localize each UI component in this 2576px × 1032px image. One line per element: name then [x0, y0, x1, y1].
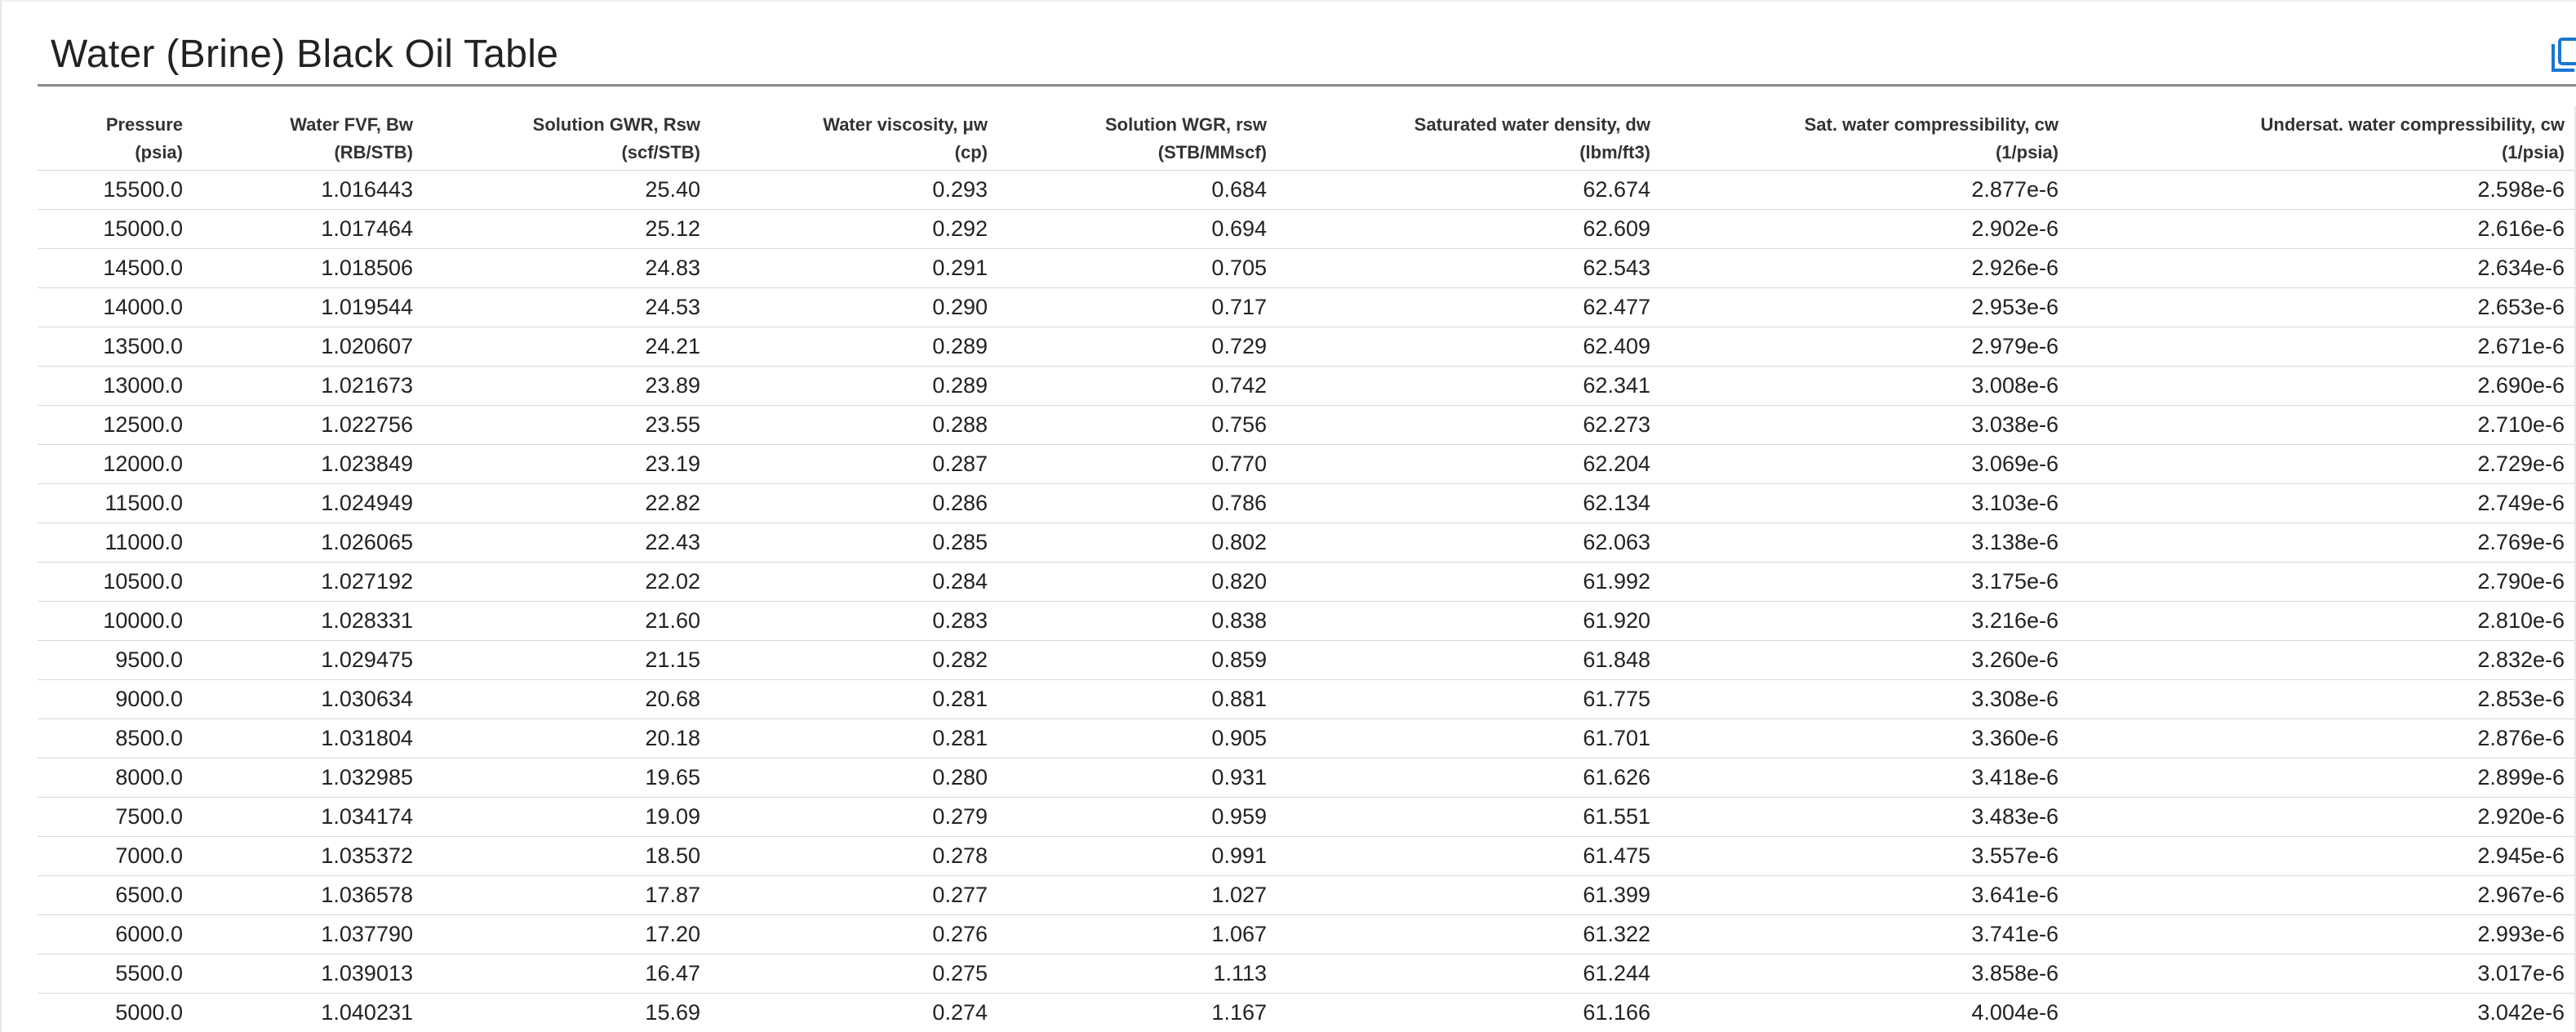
table-cell: 2.634e-6 [2070, 249, 2576, 288]
table-row [38, 288, 2576, 327]
table-cell: 3.216e-6 [1662, 602, 2070, 641]
table-cell: 23.55 [424, 406, 712, 445]
table-cell: 3.483e-6 [1662, 798, 2070, 837]
table-cell: 3.008e-6 [1662, 367, 2070, 406]
column-header [38, 106, 194, 171]
table-cell: 0.291 [712, 249, 999, 288]
table-cell: 15500.0 [38, 171, 194, 210]
table-cell: 62.409 [1278, 327, 1662, 367]
table-cell: 1.067 [999, 915, 1278, 954]
table-cell: 2.616e-6 [2070, 210, 2576, 249]
column-header [194, 106, 424, 171]
column-header-label: Saturated water density, dw [1414, 114, 1650, 135]
table-cell: 1.031804 [194, 719, 424, 758]
table-cell: 0.292 [712, 210, 999, 249]
table-header [38, 106, 2576, 171]
table-cell: 2.810e-6 [2070, 602, 2576, 641]
table-cell: 0.684 [999, 171, 1278, 210]
table-cell: 20.68 [424, 680, 712, 719]
table-cell: 0.859 [999, 641, 1278, 680]
table-cell: 0.282 [712, 641, 999, 680]
table-cell: 0.770 [999, 445, 1278, 484]
table-cell: 19.65 [424, 758, 712, 798]
table-cell: 17.87 [424, 876, 712, 915]
table-cell: 0.279 [712, 798, 999, 837]
table-cell: 22.02 [424, 563, 712, 602]
left-divider [0, 0, 2, 1032]
table-cell: 3.103e-6 [1662, 484, 2070, 523]
table-cell: 11000.0 [38, 523, 194, 563]
table-cell: 62.477 [1278, 288, 1662, 327]
table-cell: 2.598e-6 [2070, 171, 2576, 210]
table-cell: 14000.0 [38, 288, 194, 327]
table-cell: 2.926e-6 [1662, 249, 2070, 288]
table-cell: 0.802 [999, 523, 1278, 563]
table-cell: 2.653e-6 [2070, 288, 2576, 327]
table-cell: 2.690e-6 [2070, 367, 2576, 406]
table-cell: 2.790e-6 [2070, 563, 2576, 602]
table-cell: 0.742 [999, 367, 1278, 406]
table-cell: 0.289 [712, 327, 999, 367]
column-header-label: Pressure [105, 114, 183, 135]
table-cell: 1.029475 [194, 641, 424, 680]
table-row [38, 484, 2576, 523]
table-cell: 3.418e-6 [1662, 758, 2070, 798]
table-cell: 1.167 [999, 994, 1278, 1032]
table-cell: 0.289 [712, 367, 999, 406]
table-cell: 3.360e-6 [1662, 719, 2070, 758]
table-cell: 2.877e-6 [1662, 171, 2070, 210]
table-cell: 23.89 [424, 367, 712, 406]
table-cell: 1.020607 [194, 327, 424, 367]
table-cell: 1.022756 [194, 406, 424, 445]
black-oil-table-container[interactable] [38, 106, 2576, 1032]
table-cell: 0.729 [999, 327, 1278, 367]
table-cell: 22.43 [424, 523, 712, 563]
table-cell: 1.037790 [194, 915, 424, 954]
table-cell: 15.69 [424, 994, 712, 1032]
table-cell: 61.920 [1278, 602, 1662, 641]
table-cell: 3.069e-6 [1662, 445, 2070, 484]
table-row [38, 602, 2576, 641]
table-cell: 3.138e-6 [1662, 523, 2070, 563]
table-cell: 0.881 [999, 680, 1278, 719]
copy-icon [2547, 64, 2576, 78]
table-row [38, 171, 2576, 210]
table-cell: 0.274 [712, 994, 999, 1032]
table-cell: 12500.0 [38, 406, 194, 445]
table-cell: 1.023849 [194, 445, 424, 484]
column-header [1662, 106, 2070, 171]
table-cell: 62.134 [1278, 484, 1662, 523]
table-cell: 1.030634 [194, 680, 424, 719]
table-cell: 9500.0 [38, 641, 194, 680]
table-cell: 2.953e-6 [1662, 288, 2070, 327]
table-cell: 2.769e-6 [2070, 523, 2576, 563]
column-header-unit: (scf/STB) [621, 142, 700, 162]
card-header [38, 24, 2576, 87]
table-row [38, 680, 2576, 719]
table-cell: 3.175e-6 [1662, 563, 2070, 602]
table-cell: 2.902e-6 [1662, 210, 2070, 249]
table-row [38, 445, 2576, 484]
table-row [38, 523, 2576, 563]
table-cell: 2.945e-6 [2070, 837, 2576, 876]
table-cell: 7500.0 [38, 798, 194, 837]
table-cell: 23.19 [424, 445, 712, 484]
table-cell: 2.899e-6 [2070, 758, 2576, 798]
table-cell: 2.832e-6 [2070, 641, 2576, 680]
column-header [712, 106, 999, 171]
column-header-label: Water FVF, Bw [290, 114, 413, 135]
table-row [38, 406, 2576, 445]
table-cell: 2.853e-6 [2070, 680, 2576, 719]
table-cell: 61.775 [1278, 680, 1662, 719]
table-cell: 0.285 [712, 523, 999, 563]
column-header [999, 106, 1278, 171]
table-cell: 61.322 [1278, 915, 1662, 954]
table-cell: 2.729e-6 [2070, 445, 2576, 484]
table-cell: 0.281 [712, 680, 999, 719]
table-cell: 62.609 [1278, 210, 1662, 249]
table-cell: 25.40 [424, 171, 712, 210]
table-cell: 3.017e-6 [2070, 954, 2576, 994]
table-cell: 3.641e-6 [1662, 876, 2070, 915]
table-cell: 61.244 [1278, 954, 1662, 994]
table-cell: 0.991 [999, 837, 1278, 876]
page-title: Water (Brine) Black Oil Table [51, 33, 559, 76]
column-header-unit: (RB/STB) [334, 142, 413, 162]
table-row [38, 367, 2576, 406]
table-cell: 0.959 [999, 798, 1278, 837]
table-cell: 0.277 [712, 876, 999, 915]
table-cell: 5000.0 [38, 994, 194, 1032]
table-cell: 1.024949 [194, 484, 424, 523]
table-row [38, 210, 2576, 249]
table-cell: 62.341 [1278, 367, 1662, 406]
table-cell: 61.701 [1278, 719, 1662, 758]
table-cell: 61.992 [1278, 563, 1662, 602]
table-cell: 1.113 [999, 954, 1278, 994]
table-cell: 8000.0 [38, 758, 194, 798]
column-header [2070, 106, 2576, 171]
table-row [38, 837, 2576, 876]
table-cell: 0.786 [999, 484, 1278, 523]
table-row [38, 798, 2576, 837]
table-cell: 1.035372 [194, 837, 424, 876]
table-cell: 2.671e-6 [2070, 327, 2576, 367]
table-row [38, 758, 2576, 798]
table-cell: 61.399 [1278, 876, 1662, 915]
column-header-label: Solution GWR, Rsw [532, 114, 700, 135]
table-cell: 0.286 [712, 484, 999, 523]
column-header-unit: (1/psia) [2501, 142, 2565, 162]
table-row [38, 719, 2576, 758]
table-cell: 1.036578 [194, 876, 424, 915]
column-header-unit: (1/psia) [1995, 142, 2059, 162]
table-cell: 2.876e-6 [2070, 719, 2576, 758]
table-cell: 1.019544 [194, 288, 424, 327]
table-cell: 12000.0 [38, 445, 194, 484]
table-cell: 11500.0 [38, 484, 194, 523]
table-row [38, 327, 2576, 367]
table-cell: 16.47 [424, 954, 712, 994]
table-row [38, 249, 2576, 288]
black-oil-table [38, 106, 2576, 1032]
table-cell: 3.741e-6 [1662, 915, 2070, 954]
table-cell: 0.281 [712, 719, 999, 758]
table-cell: 9000.0 [38, 680, 194, 719]
table-cell: 6500.0 [38, 876, 194, 915]
table-cell: 2.749e-6 [2070, 484, 2576, 523]
table-cell: 7000.0 [38, 837, 194, 876]
top-divider [0, 0, 2576, 2]
column-header-unit: (STB/MMscf) [1157, 142, 1267, 162]
table-cell: 62.674 [1278, 171, 1662, 210]
table-cell: 0.288 [712, 406, 999, 445]
table-cell: 2.993e-6 [2070, 915, 2576, 954]
table-cell: 0.278 [712, 837, 999, 876]
column-header [1278, 106, 1662, 171]
table-cell: 62.543 [1278, 249, 1662, 288]
table-cell: 18.50 [424, 837, 712, 876]
table-row [38, 915, 2576, 954]
table-cell: 0.284 [712, 563, 999, 602]
table-cell: 0.276 [712, 915, 999, 954]
column-header-label: Water viscosity, μw [823, 114, 988, 135]
table-cell: 1.034174 [194, 798, 424, 837]
table-cell: 1.027192 [194, 563, 424, 602]
table-cell: 0.694 [999, 210, 1278, 249]
table-cell: 2.967e-6 [2070, 876, 2576, 915]
table-cell: 0.717 [999, 288, 1278, 327]
table-cell: 1.026065 [194, 523, 424, 563]
table-cell: 0.931 [999, 758, 1278, 798]
table-cell: 24.21 [424, 327, 712, 367]
table-cell: 0.280 [712, 758, 999, 798]
table-cell: 1.028331 [194, 602, 424, 641]
table-cell: 1.016443 [194, 171, 424, 210]
table-cell: 21.15 [424, 641, 712, 680]
table-cell: 62.063 [1278, 523, 1662, 563]
table-cell: 5500.0 [38, 954, 194, 994]
table-cell: 1.021673 [194, 367, 424, 406]
table-cell: 61.626 [1278, 758, 1662, 798]
column-header-label: Solution WGR, rsw [1105, 114, 1267, 135]
table-cell: 61.551 [1278, 798, 1662, 837]
table-cell: 0.905 [999, 719, 1278, 758]
table-cell: 0.283 [712, 602, 999, 641]
table-cell: 0.705 [999, 249, 1278, 288]
table-cell: 62.273 [1278, 406, 1662, 445]
table-row [38, 994, 2576, 1032]
table-row [38, 876, 2576, 915]
table-cell: 1.040231 [194, 994, 424, 1032]
table-body [38, 171, 2576, 1032]
table-cell: 61.848 [1278, 641, 1662, 680]
column-header [424, 106, 712, 171]
table-row [38, 641, 2576, 680]
table-cell: 0.290 [712, 288, 999, 327]
table-cell: 3.260e-6 [1662, 641, 2070, 680]
table-cell: 4.004e-6 [1662, 994, 2070, 1032]
column-header-label: Sat. water compressibility, cw [1804, 114, 2059, 135]
table-cell: 8500.0 [38, 719, 194, 758]
table-cell: 3.858e-6 [1662, 954, 2070, 994]
table-cell: 1.032985 [194, 758, 424, 798]
table-cell: 2.920e-6 [2070, 798, 2576, 837]
table-cell: 61.475 [1278, 837, 1662, 876]
table-cell: 24.83 [424, 249, 712, 288]
table-cell: 13500.0 [38, 327, 194, 367]
table-cell: 10500.0 [38, 563, 194, 602]
table-cell: 0.275 [712, 954, 999, 994]
table-cell: 62.204 [1278, 445, 1662, 484]
table-cell: 15000.0 [38, 210, 194, 249]
table-cell: 14500.0 [38, 249, 194, 288]
table-cell: 3.308e-6 [1662, 680, 2070, 719]
table-cell: 0.838 [999, 602, 1278, 641]
table-cell: 3.557e-6 [1662, 837, 2070, 876]
table-cell: 17.20 [424, 915, 712, 954]
table-cell: 0.287 [712, 445, 999, 484]
table-cell: 2.979e-6 [1662, 327, 2070, 367]
table-cell: 3.038e-6 [1662, 406, 2070, 445]
table-cell: 1.027 [999, 876, 1278, 915]
column-header-unit: (lbm/ft3) [1579, 142, 1650, 162]
table-cell: 1.039013 [194, 954, 424, 994]
table-cell: 10000.0 [38, 602, 194, 641]
table-cell: 19.09 [424, 798, 712, 837]
column-header-unit: (psia) [135, 142, 183, 162]
table-row [38, 563, 2576, 602]
column-header-label: Undersat. water compressibility, cw [2260, 114, 2565, 135]
table-cell: 2.710e-6 [2070, 406, 2576, 445]
copy-button[interactable] [2547, 36, 2576, 75]
table-cell: 22.82 [424, 484, 712, 523]
table-cell: 13000.0 [38, 367, 194, 406]
table-header-row [38, 106, 2576, 171]
table-cell: 24.53 [424, 288, 712, 327]
table-cell: 25.12 [424, 210, 712, 249]
table-cell: 3.042e-6 [2070, 994, 2576, 1032]
column-header-unit: (cp) [954, 142, 988, 162]
table-cell: 1.017464 [194, 210, 424, 249]
table-cell: 20.18 [424, 719, 712, 758]
table-cell: 6000.0 [38, 915, 194, 954]
table-cell: 0.820 [999, 563, 1278, 602]
table-cell: 0.756 [999, 406, 1278, 445]
table-cell: 1.018506 [194, 249, 424, 288]
table-row [38, 954, 2576, 994]
table-cell: 21.60 [424, 602, 712, 641]
table-cell: 61.166 [1278, 994, 1662, 1032]
table-cell: 0.293 [712, 171, 999, 210]
